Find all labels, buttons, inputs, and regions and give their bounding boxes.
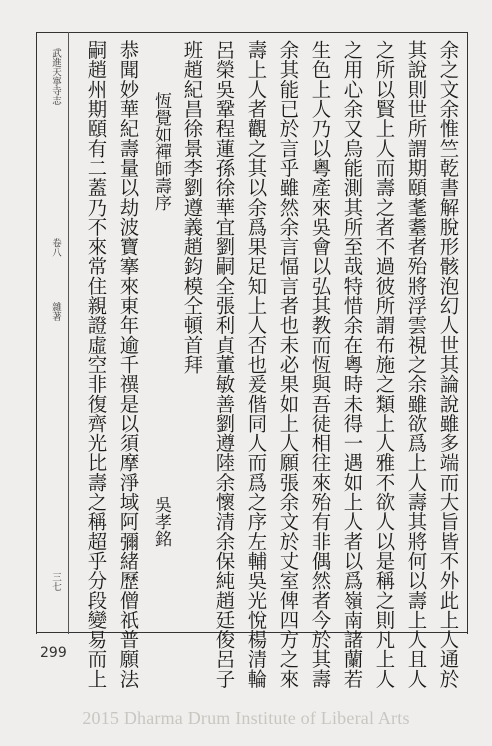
text-column-10: 恭聞妙華紀壽量以劫波寶搴來東年逾千禩是以須摩淨域阿彌緒歷僧祇普願法 (116, 40, 140, 689)
text-column-5: 生色上人乃以粵產來吳會以弘其教而恆與吾徒相往來殆有非偶然者今於其壽 (308, 40, 332, 689)
text-column-8: 呂榮吳鞏程蓮孫徐華宜劉嗣全張利貞董敏善劉遵陸余懷清余保純趙廷俊呂子 (212, 40, 236, 689)
section-title: 恆覺如禪師壽序 (151, 92, 171, 211)
text-column-11: 嗣趙州期頤有二蓋乃不來常住親證虛空非復齊光比壽之稱超乎分段變易而上 (84, 40, 108, 689)
text-column-7: 壽上人者觀之其以余爲果足知上人否也爰偕同人而爲之序左輔吳光悅楊清輪 (244, 40, 268, 689)
text-column-2: 其說則世所謂期頤耄耋者殆將浮雲視之余雖欲爲上人壽其將何以壽上人且人 (404, 40, 428, 689)
text-column-4: 之用心余又烏能測其所至哉特惜余在粵時未得一遇如上人者以爲嶺南諸蘭若 (340, 40, 364, 689)
text-column-3: 之所以賢上人而壽之者不過彼所謂布施之類上人雅不欲人以是稱之則凡上人 (372, 40, 396, 689)
gutter-book-title: 武進天寧寺志 (50, 48, 61, 105)
text-column-1: 余之文余惟竺乾書解脫形骸泡幻人世其論說雖多端而大旨皆不外此上人通於 (436, 40, 460, 689)
text-column-6: 余其能已於言乎雖然余言愊言者也未必果如上人願張余文於丈室俾四方之來 (276, 40, 300, 689)
gutter-section: 雜著 (50, 302, 61, 321)
gutter-folio: 三七 (50, 572, 61, 591)
author-name: 吳孝銘 (151, 496, 171, 547)
page-number: 299 (40, 645, 67, 661)
text-column-9: 班趙紀昌徐景李劉遵義趙鈞模仝頓首拜 (180, 40, 204, 375)
gutter-column (44, 32, 69, 634)
gutter-volume: 卷八 (50, 238, 61, 257)
watermark: 2015 Dharma Drum Institute of Liberal Arts (82, 708, 410, 728)
